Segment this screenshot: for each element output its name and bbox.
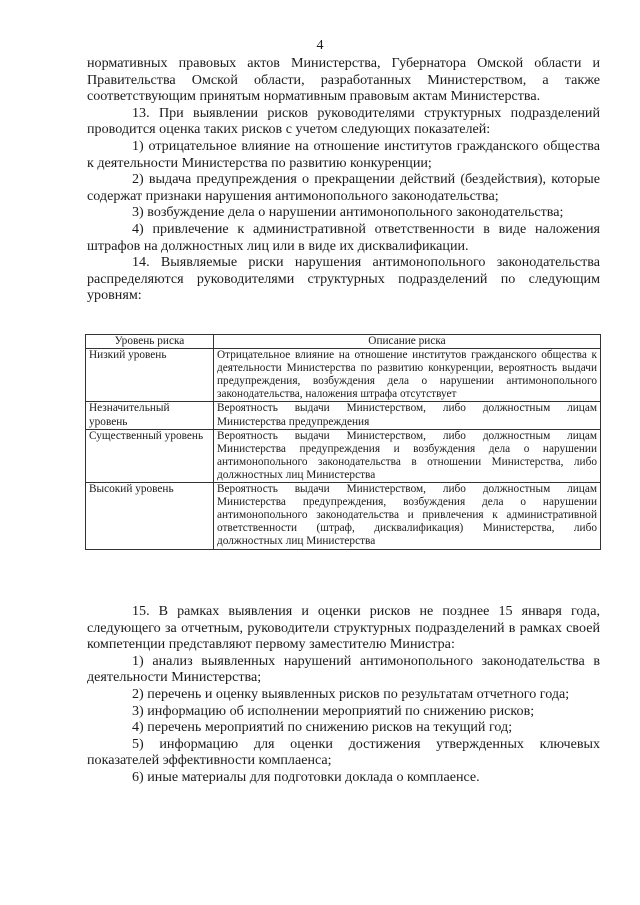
risk-description-cell: Вероятность выдачи Министерством, либо должностным лицам Министерства предупреждения и возбуждения дела о нарушении антимонопольного законодательства в отношении Министерства, либо должностных лиц Министерства xyxy=(214,429,601,482)
table-header-row xyxy=(86,335,601,349)
table-row xyxy=(86,402,601,429)
list-item: 2) перечень и оценку выявленных рисков по результатам отчетного года; xyxy=(132,685,570,702)
list-item: 4) перечень мероприятий по снижению рисков на текущий год; xyxy=(132,719,513,736)
list-item: 4) привлечение к административной ответственности в виде наложения штрафов на должностных лиц или в виде их дисквалификации. xyxy=(87,220,600,254)
risk-level-cell: Низкий уровень xyxy=(86,349,214,402)
table-row xyxy=(86,429,601,482)
upper-text-block xyxy=(87,55,600,304)
risk-description-cell: Вероятность выдачи Министерством, либо должностным лицам Министерства предупреждения xyxy=(214,402,601,429)
list-item: 3) информацию об исполнении мероприятий по снижению рисков; xyxy=(132,702,535,719)
paragraph-13-intro: 13. При выявлении рисков руководителями структурных подразделений проводится оценка таких рисков с учетом следующих показателей: xyxy=(87,104,600,138)
list-item: 5) информацию для оценки достижения утвержденных ключевых показателей эффективности комплаенса; xyxy=(87,735,600,769)
list-item: 2) выдача предупреждения о прекращении действий (бездействия), которые содержат признаки нарушения антимонопольного законодательства; xyxy=(87,171,600,204)
risk-level-cell: Высокий уровень xyxy=(86,483,214,549)
risk-description-cell: Вероятность выдачи Министерством, либо должностным лицам Министерства предупреждения, возбуждения дела о нарушении антимонопольного законодательства и привлечения к административной ответственности (штраф, дисквалификация) Министерства, либо должностных лиц Министерства xyxy=(214,483,601,549)
list-item: 3) возбуждение дела о нарушении антимонопольного законодательства; xyxy=(132,204,564,221)
paragraph-continuation: нормативных правовых актов Министерства, Губернатора Омской области и Правительства Омской области, разработанных Министерством, а также соответствующим принятым нормативным правовым актам Министерства. xyxy=(87,55,600,105)
paragraph-14: 14. Выявляемые риски нарушения антимонопольного законодательства распределяются руководителями структурных подразделений по следующим уровням: xyxy=(87,254,600,304)
lower-text-block xyxy=(87,603,600,786)
risk-level-cell: Существенный уровень xyxy=(86,429,214,482)
table-row xyxy=(86,483,601,549)
list-item: 6) иные материалы для подготовки доклада о комплаенсе. xyxy=(132,768,480,785)
risk-level-table xyxy=(85,334,601,550)
list-item: 1) анализ выявленных нарушений антимонопольного законодательства в деятельности Министерства; xyxy=(87,652,600,686)
column-header-description: Описание риска xyxy=(214,335,601,349)
column-header-level: Уровень риска xyxy=(86,335,214,349)
paragraph-13-list xyxy=(87,138,600,254)
risk-description-cell: Отрицательное влияние на отношение институтов гражданского общества к деятельности Министерства по развитию конкуренции, вероятность выдачи предупреждения, возбуждения дела о нарушении антимонопольного законодательства, наложения штрафа отсутствует xyxy=(214,349,601,402)
paragraph-15-intro: 15. В рамках выявления и оценки рисков не позднее 15 января года, следующего за отчетным, руководители структурных подразделений в рамках своей компетенции представляют первому заместителю Министра: xyxy=(87,603,600,653)
page-number: 4 xyxy=(316,38,324,53)
risk-level-cell: Незначительный уровень xyxy=(86,402,214,429)
list-item: 1) отрицательное влияние на отношение институтов гражданского общества к деятельности Министерства по развитию конкуренции; xyxy=(87,137,600,171)
table-row xyxy=(86,349,601,402)
